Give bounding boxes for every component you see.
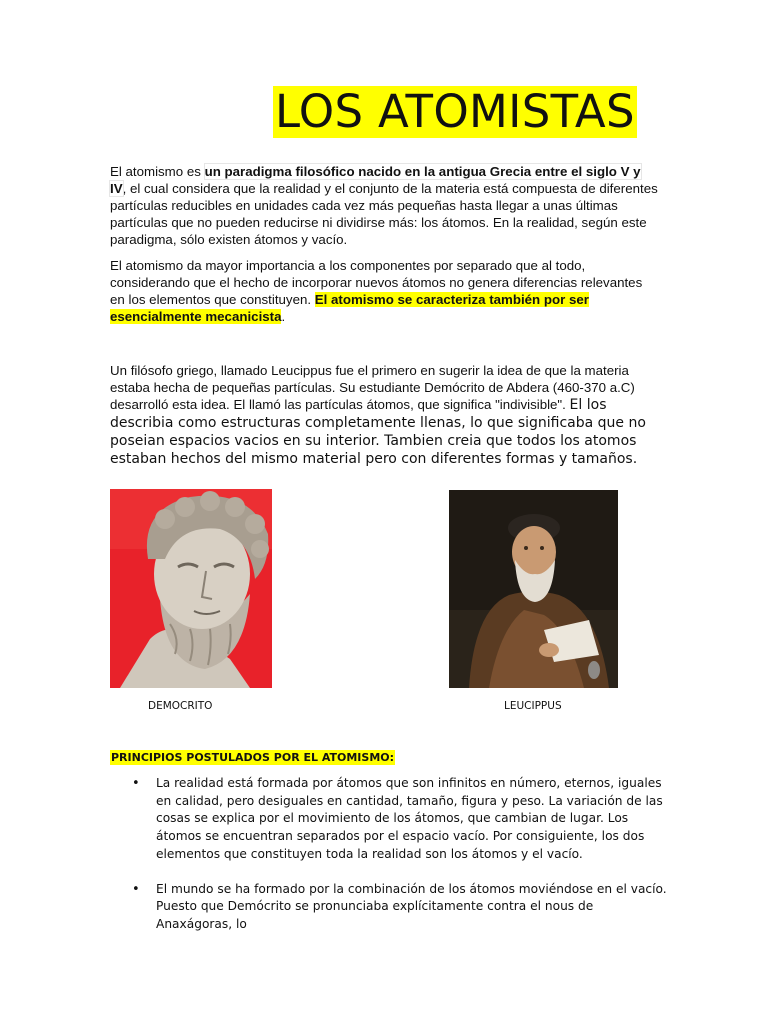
paragraph-text: , el cual considera que la realidad y el conjunto de la materia está compuesta de diferentes partículas reducibles en unidades cada vez más pequeñas hasta llegar a unas últimas partículas que no pueden reducirse ni dividirse más: los átomos. En la realidad, según este paradigma, sólo existen átomos y vacío.	[110, 181, 658, 247]
list-item-text: La realidad está formada por átomos que son infinitos en número, eternos, iguales en calidad, pero desiguales en cantidad, tamaño, figura y peso. La variación de las cosas se explica por el movimiento de los átomos, que cambian de lugar. Los átomos se encuentran separados por el espacio vacío. Por consiguiente, los dos elementos que constituyen toda la realidad son los átomos y el vacío.	[156, 776, 663, 861]
highlighted-phrase: El atomismo se caracteriza también por ser esencialmente mecanicista	[110, 292, 589, 324]
list-item-text: El mundo se ha formado por la combinación de los átomos moviéndose en el vacío. Puesto que Demócrito se pronunciaba explícitamente contra el nous de Anaxágoras, lo	[156, 881, 667, 931]
principles-list	[110, 775, 670, 951]
democritus-bust-image	[110, 489, 272, 688]
list-item	[110, 881, 670, 934]
caption-leucippus: LEUCIPPUS	[504, 700, 562, 712]
bold-phrase: un paradigma filosófico nacido en la antigua Grecia entre el siglo V y IV	[110, 164, 641, 196]
list-item	[110, 775, 670, 864]
section-heading: PRINCIPIOS POSTULADOS POR EL ATOMISMO:	[111, 751, 395, 764]
page-title: LOS ATOMISTAS	[275, 85, 635, 138]
paragraph-importance	[110, 257, 660, 325]
paragraph-history	[110, 362, 660, 468]
leucippus-painting-image	[449, 490, 618, 688]
bullet-marker: •	[132, 881, 140, 897]
paragraph-text-large: El los describia como estructuras completamente llenas, lo que significaba que no poseian espacios vacios en su interior. Tambien creia que todos los atomos estaban hechos del mismo material pero con diferentes formas y tamaños.	[110, 397, 646, 467]
bullet-marker: •	[132, 776, 140, 791]
paragraph-text: .	[281, 309, 286, 324]
paragraph-text: El atomismo es	[110, 164, 205, 179]
paragraph-text: Un filósofo griego, llamado Leucippus fue el primero en sugerir la idea de que la materia estaba hecha de pequeñas partículas. Su estudiante Demócrito de Abdera (460-370 a.C) desarrolló esta idea. El llamó las partículas átomos, que significa "indivisible".	[110, 363, 635, 412]
paragraph-definition	[110, 163, 660, 248]
caption-democrito: DEMOCRITO	[148, 700, 213, 712]
paragraph-text: El atomismo da mayor importancia a los componentes por separado que al todo, considerando que el hecho de incorporar nuevos átomos no genera diferencias relevantes en los elementos que constituyen.	[110, 258, 643, 307]
